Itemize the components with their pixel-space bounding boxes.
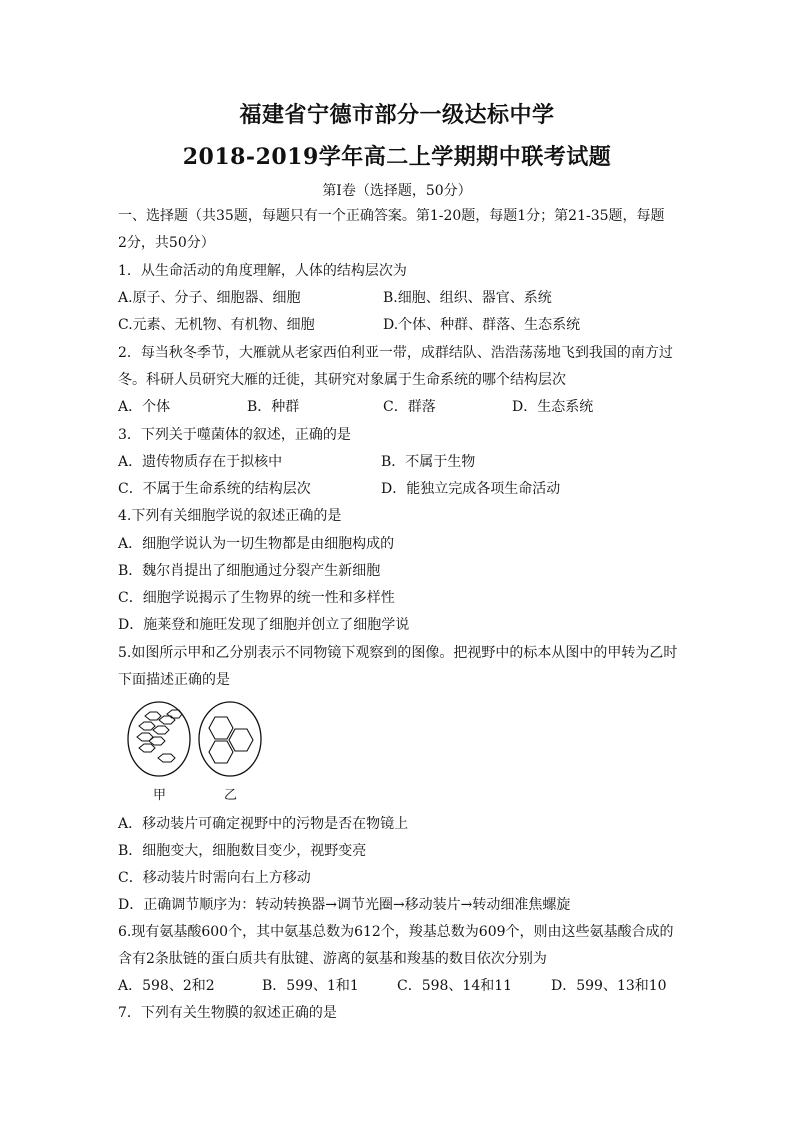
large-cells-cluster bbox=[209, 717, 253, 763]
q7-stem: 7．下列有关生物膜的叙述正确的是 bbox=[118, 1005, 337, 1021]
q5-option-a: A．移动装片可确定视野中的污物是否在物镜上 bbox=[118, 816, 409, 832]
q5-stem-line-1: 5.如图所示甲和乙分别表示不同物镜下观察到的图像。把视野中的标本从图中的甲转为乙时 bbox=[118, 645, 678, 661]
q6-option-b: B．599、1和1 bbox=[262, 978, 359, 994]
q6-option-c: C．598、14和11 bbox=[397, 978, 513, 994]
q3-stem: 3．下列关于噬菌体的叙述，正确的是 bbox=[118, 427, 351, 443]
instructions-line-1: 一、选择题（共35题，每题只有一个正确答案。第1-20题，每题1分；第21-35题，每题 bbox=[118, 208, 665, 224]
q3-option-d: D．能独立完成各项生命活动 bbox=[381, 481, 561, 497]
q1-option-d: D.个体、种群、群落、生态系统 bbox=[383, 317, 581, 333]
q6-option-d: D．599、13和10 bbox=[551, 978, 667, 994]
q5-option-d: D．正确调节顺序为：转动转换器→调节光圈→移动装片→转动细准焦螺旋 bbox=[118, 897, 571, 913]
q4-option-d: D．施莱登和施旺发现了细胞并创立了细胞学说 bbox=[118, 617, 410, 633]
q2-option-b: B．种群 bbox=[247, 399, 300, 415]
q1-option-c: C.元素、无机物、有机物、细胞 bbox=[118, 317, 315, 333]
q4-stem: 4.下列有关细胞学说的叙述正确的是 bbox=[118, 508, 342, 524]
instructions-line-2: 2分，共50分） bbox=[118, 235, 215, 251]
q5-option-c: C．移动装片时需向右上方移动 bbox=[118, 870, 311, 886]
section-heading: 第Ⅰ卷（选择题，50分） bbox=[322, 183, 472, 199]
q4-option-c: C．细胞学说揭示了生物界的统一性和多样性 bbox=[118, 590, 395, 606]
q2-stem-line-1: 2．每当秋冬季节，大雁就从老家西伯利亚一带，成群结队、浩浩荡荡地飞到我国的南方过 bbox=[118, 345, 673, 361]
q6-stem-line-2: 含有2条肽链的蛋白质共有肽键、游离的氨基和羧基的数目依次分别为 bbox=[118, 951, 547, 967]
q1-stem: 1．从生命活动的角度理解，人体的结构层次为 bbox=[118, 263, 407, 279]
q2-stem-line-2: 冬。科研人员研究大雁的迁徙，其研究对象属于生命系统的哪个结构层次 bbox=[118, 372, 566, 388]
q2-option-a: A．个体 bbox=[118, 399, 171, 415]
q2-option-c: C．群落 bbox=[383, 399, 436, 415]
q3-option-c: C．不属于生命系统的结构层次 bbox=[118, 481, 311, 497]
q3-option-a: A．遗传物质存在于拟核中 bbox=[118, 454, 283, 470]
exam-title-school: 福建省宁德市部分一级达标中学 bbox=[239, 102, 555, 128]
exam-title-term: 2018-2019学年高二上学期期中联考试题 bbox=[182, 144, 612, 170]
q1-option-b: B.细胞、组织、器官、系统 bbox=[383, 290, 552, 306]
q2-option-d: D．生态系统 bbox=[512, 399, 594, 415]
figure-label-yi: 乙 bbox=[224, 788, 238, 803]
q1-option-a: A.原子、分子、细胞器、细胞 bbox=[118, 290, 301, 306]
q6-stem-line-1: 6.现有氨基酸600个，其中氨基总数为612个，羧基总数为609个，则由这些氨基酸合成的 bbox=[118, 924, 674, 940]
q6-option-a: A．598、2和2 bbox=[118, 978, 215, 994]
q5-option-b: B．细胞变大，细胞数目变少，视野变亮 bbox=[118, 843, 367, 859]
small-cells-cluster bbox=[137, 710, 182, 762]
q4-option-b: B．魏尔肖提出了细胞通过分裂产生新细胞 bbox=[118, 563, 381, 579]
microscope-figure bbox=[125, 700, 265, 805]
microscope-views-diagram bbox=[125, 700, 265, 780]
q5-stem-line-2: 下面描述正确的是 bbox=[118, 672, 230, 688]
figure-label-jia: 甲 bbox=[153, 788, 167, 803]
q4-option-a: A．细胞学说认为一切生物都是由细胞构成的 bbox=[118, 536, 395, 552]
q3-option-b: B．不属于生物 bbox=[381, 454, 476, 470]
